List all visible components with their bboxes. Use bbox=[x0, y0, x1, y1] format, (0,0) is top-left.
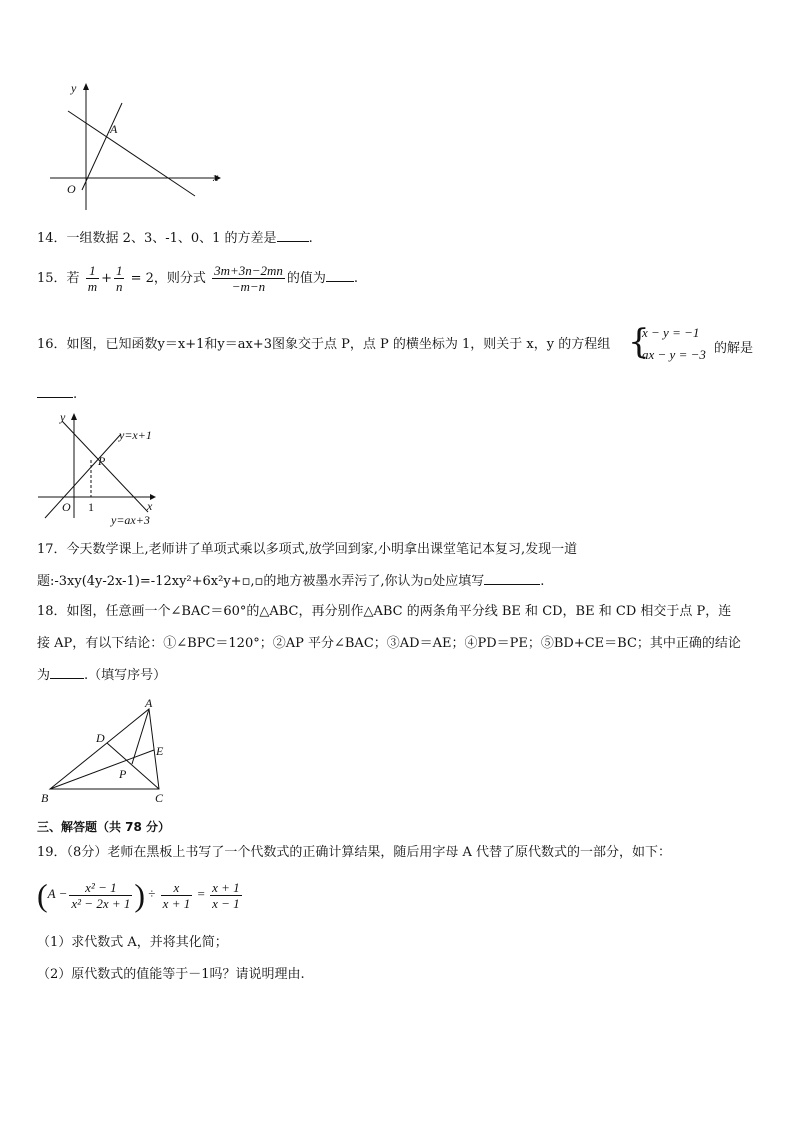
question-19-part-2 bbox=[37, 966, 305, 984]
q19-f3-den: x − 1 bbox=[212, 895, 240, 911]
question-19-intro bbox=[37, 844, 671, 862]
label-P: P bbox=[119, 767, 127, 781]
y-axis-arrow bbox=[83, 83, 89, 90]
figure-q16 bbox=[35, 408, 175, 530]
q16-post: 的解是 bbox=[714, 341, 754, 356]
q16-equation-1: x − y = −1 bbox=[642, 325, 700, 340]
question-18-line-1 bbox=[37, 603, 731, 621]
q15-post: 的值为 bbox=[286, 271, 326, 286]
q19-f2-den: x + 1 bbox=[162, 895, 191, 911]
q14-text: 14．一组数据 2、3、-1、0、1 的方差是 bbox=[37, 231, 277, 246]
q19-f2-num: x bbox=[161, 880, 193, 896]
q19-intro: 19．（8分）老师在黑板上书写了一个代数式的正确计算结果，随后用字母 A 代替了原代数式的一部分，如下： bbox=[37, 845, 671, 860]
q16-system-brace: { bbox=[628, 322, 650, 362]
question-18-line-3 bbox=[37, 666, 166, 685]
q14-end: . bbox=[308, 231, 313, 246]
triangle-abc bbox=[50, 709, 159, 789]
label-O: O bbox=[62, 500, 71, 514]
line-y-x-plus-1 bbox=[45, 434, 121, 518]
decreasing-line bbox=[68, 111, 195, 196]
q15-eq: = 2，则分式 bbox=[130, 271, 206, 286]
question-18-line-2 bbox=[37, 635, 741, 653]
q15-f1-den: m bbox=[87, 279, 98, 294]
q19-f3-num: x + 1 bbox=[212, 879, 240, 895]
q19-div: ÷ bbox=[148, 886, 156, 901]
label-A: A bbox=[110, 122, 118, 136]
q16-equation-2: ax − y = −3 bbox=[642, 347, 706, 362]
q18-answer-blank[interactable] bbox=[50, 666, 84, 679]
q15-answer-blank[interactable] bbox=[326, 269, 354, 282]
question-17-line-2 bbox=[37, 572, 544, 591]
q15-f3-num: 3m+3n−2mn bbox=[214, 263, 283, 278]
segment-ap bbox=[132, 709, 149, 764]
q19-frac-1 bbox=[69, 880, 132, 911]
label-y-ax-3: y=ax+3 bbox=[111, 513, 150, 527]
q18-line-3-post: .（填写序号） bbox=[84, 668, 167, 683]
q19-f1-den: x² − 2x + 1 bbox=[71, 895, 131, 911]
label-1: 1 bbox=[88, 500, 94, 514]
label-A: A bbox=[145, 697, 153, 710]
q19-left-paren: ( bbox=[37, 877, 48, 914]
q15-frac-3 bbox=[212, 263, 285, 294]
label-x: x bbox=[213, 170, 219, 184]
figure-q18 bbox=[38, 697, 178, 809]
question-16 bbox=[37, 336, 610, 354]
q15-frac-1 bbox=[86, 263, 99, 294]
question-17-line-1 bbox=[37, 541, 577, 559]
q15-frac-2 bbox=[114, 263, 125, 294]
segment-be bbox=[50, 750, 154, 789]
segment-cd bbox=[107, 743, 159, 789]
section-3-title bbox=[37, 818, 170, 836]
q16-end: . bbox=[73, 387, 78, 402]
q15-pre: 15．若 bbox=[37, 271, 80, 286]
q19-right-paren: ) bbox=[134, 877, 146, 914]
q18-line-3-pre: 为 bbox=[37, 668, 51, 683]
q15-f1-num: 1 bbox=[86, 263, 99, 279]
figure-q13 bbox=[40, 78, 230, 213]
label-D: D bbox=[96, 731, 105, 745]
q15-f3-den: −m−n bbox=[231, 279, 266, 294]
q14-answer-blank[interactable] bbox=[277, 229, 309, 242]
label-B: B bbox=[41, 791, 49, 805]
label-C: C bbox=[155, 791, 164, 805]
q17-end: . bbox=[540, 574, 545, 589]
q18-line-1: 18．如图，任意画一个∠BAC＝60°的△ABC，再分别作△ABC 的两条角平分线 BE 和 CD，BE 和 CD 相交于点 P，连 bbox=[37, 604, 732, 619]
section-3-title-text: 三、解答题（共 78 分） bbox=[37, 820, 171, 834]
label-P: P bbox=[98, 454, 106, 468]
q19-part-1: （1）求代数式 A，并将其化简； bbox=[37, 935, 228, 950]
label-y: y bbox=[60, 410, 66, 424]
q19-frac-2 bbox=[161, 880, 193, 911]
q15-f2-den: n bbox=[115, 279, 123, 294]
label-y: y bbox=[71, 81, 77, 95]
q15-f2-num: 1 bbox=[115, 263, 123, 278]
q17-answer-blank[interactable] bbox=[484, 572, 540, 585]
label-y-x-1: y=x+1 bbox=[119, 428, 152, 442]
q16-text: 16．如图，已知函数y＝x+1和y＝ax+3图象交于点 P，点 P 的横坐标为 1，则关于 x，y 的方程组 bbox=[37, 337, 611, 352]
q19-expression bbox=[37, 874, 244, 915]
q15-end: . bbox=[353, 271, 359, 286]
q15-plus: + bbox=[101, 271, 112, 286]
q19-part-2: （2）原代数式的值能等于－1吗？请说明理由. bbox=[37, 967, 305, 982]
q19-f1-num: x² − 1 bbox=[69, 880, 132, 896]
question-19-part-1 bbox=[37, 934, 228, 952]
label-O: O bbox=[67, 182, 76, 196]
y-axis-arrow bbox=[71, 413, 77, 420]
q19-frac-3 bbox=[210, 880, 242, 911]
q17-line-1: 17．今天数学课上,老师讲了单项式乘以多项式,放学回到家,小明拿出课堂笔记本复习,发现一道 bbox=[37, 542, 578, 557]
q16-answer-blank[interactable] bbox=[37, 385, 73, 398]
q17-line-2: 题:-3xy(4y-2x-1)=-12xy²+6x²y+▫,▫的地方被墨水弄污了,你认为▫处应填写 bbox=[37, 574, 485, 589]
q19-A: A − bbox=[47, 886, 68, 901]
q18-line-2: 接 AP，有以下结论：①∠BPC＝120°；②AP 平分∠BAC；③AD＝AE；④PD＝PE；⑤BD+CE＝BC；其中正确的结论 bbox=[37, 636, 741, 651]
question-15 bbox=[37, 262, 358, 296]
question-14 bbox=[37, 229, 313, 248]
q16-answer-line bbox=[37, 385, 77, 404]
line-through-origin bbox=[82, 103, 122, 190]
label-E: E bbox=[156, 744, 164, 758]
q19-eq: = bbox=[197, 886, 205, 901]
label-x: x bbox=[147, 499, 153, 513]
